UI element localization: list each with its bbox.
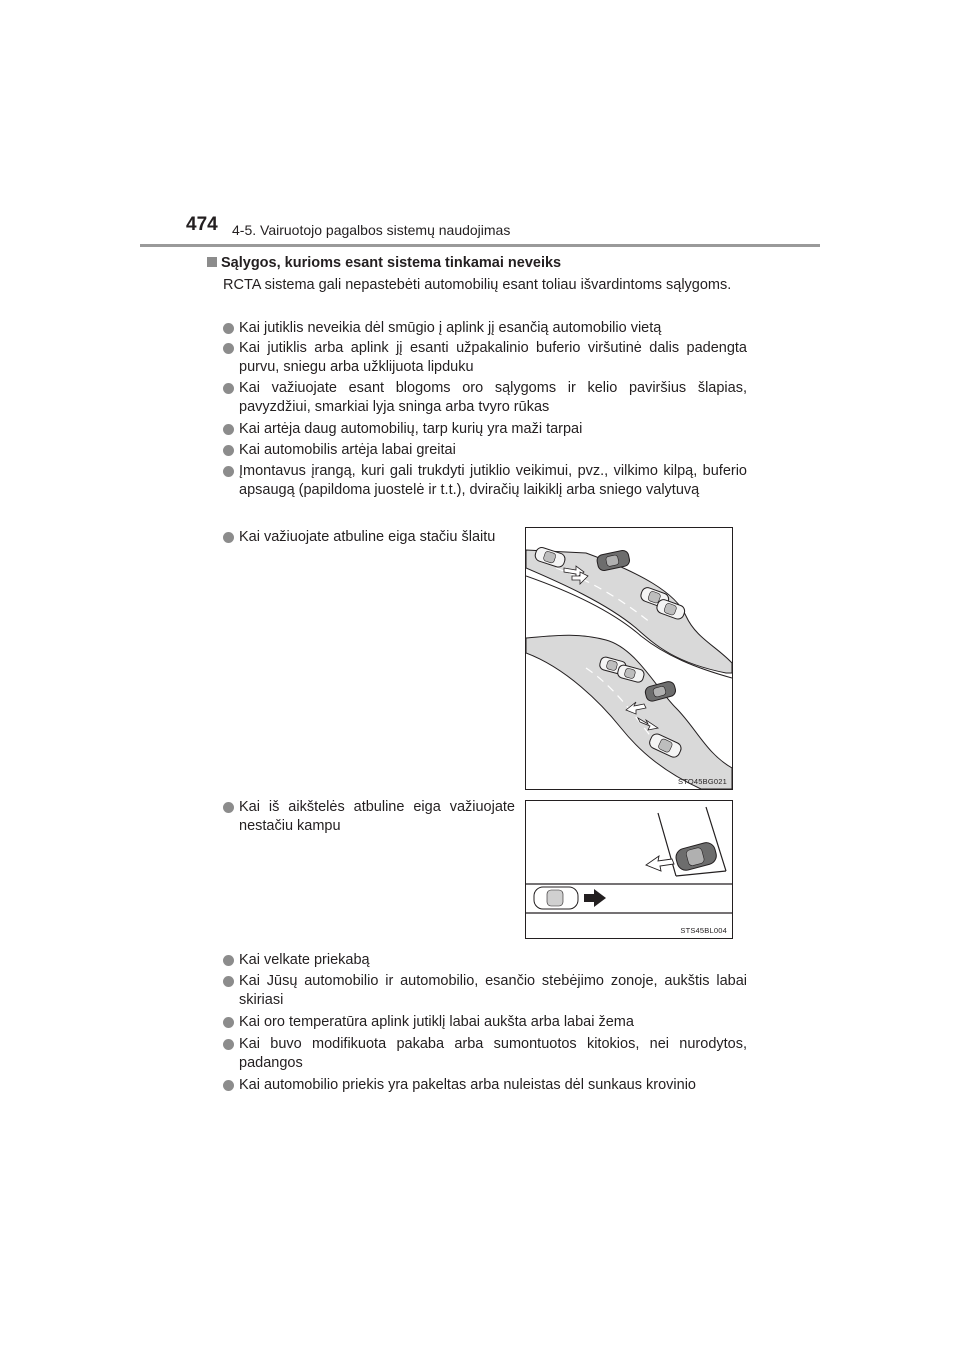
list-item bbox=[223, 1076, 747, 1095]
arrow-right-icon bbox=[584, 889, 606, 907]
section-heading bbox=[207, 255, 561, 271]
list-item-text: Kai Jūsų automobilio ir automobilio, esančio stebėjimo zonoje, aukštis labai skiriasi bbox=[239, 973, 747, 1008]
chapter-title: 4-5. Vairuotojo pagalbos sistemų naudojimas bbox=[232, 222, 511, 238]
car-icon bbox=[534, 887, 578, 909]
slope-drawing bbox=[526, 528, 732, 789]
bullet-dot-icon bbox=[223, 976, 234, 987]
header-rule bbox=[140, 244, 820, 247]
list-item bbox=[223, 528, 515, 547]
parking-drawing bbox=[526, 801, 732, 938]
list-item bbox=[223, 420, 747, 439]
car-icon bbox=[596, 549, 631, 571]
list-item bbox=[223, 1035, 747, 1073]
bullet-dot-icon bbox=[223, 802, 234, 813]
intro-paragraph: RCTA sistema gali nepastebėti automobilių esant toliau išvardintoms sąlygoms. bbox=[223, 277, 732, 293]
bullet-dot-icon bbox=[223, 1039, 234, 1050]
list-item-text: Kai buvo modifikuota pakaba arba sumontuotos kitokios, nei nurodytos, padangos bbox=[239, 1036, 747, 1071]
arrow-left-icon bbox=[646, 856, 674, 871]
list-item bbox=[223, 798, 515, 836]
list-item bbox=[223, 972, 747, 1010]
list-item bbox=[223, 441, 747, 460]
parking-line bbox=[676, 871, 726, 876]
list-item bbox=[223, 951, 747, 970]
bullet-dot-icon bbox=[223, 532, 234, 543]
list-item-text: Kai automobilis artėja labai greitai bbox=[239, 442, 456, 458]
list-item-text: Kai važiuojate atbuline eiga stačiu šlaitu bbox=[239, 529, 496, 545]
list-item-text: Kai oro temperatūra aplink jutiklį labai aukšta arba labai žema bbox=[239, 1014, 634, 1030]
car-icon bbox=[674, 841, 718, 873]
bullet-dot-icon bbox=[223, 955, 234, 966]
section-heading-text: Sąlygos, kurioms esant sistema tinkamai neveiks bbox=[221, 255, 562, 271]
bullet-dot-icon bbox=[223, 1017, 234, 1028]
list-item-text: Kai jutiklis neveikia dėl smūgio į aplink jį esančią automobilio vietą bbox=[239, 320, 662, 336]
parking-line bbox=[658, 813, 676, 876]
figure-code: STO45BG021 bbox=[678, 777, 727, 786]
list-item-text: Kai automobilio priekis yra pakeltas arba nuleistas dėl sunkaus krovinio bbox=[239, 1077, 696, 1093]
bullet-dot-icon bbox=[223, 323, 234, 334]
list-item bbox=[223, 319, 747, 338]
list-item-text: Kai artėja daug automobilių, tarp kurių yra maži tarpai bbox=[239, 421, 583, 437]
page-number: 474 bbox=[186, 214, 218, 235]
list-item bbox=[223, 462, 747, 500]
figure-code: STS45BL004 bbox=[680, 926, 727, 935]
bullet-dot-icon bbox=[223, 343, 234, 354]
bullet-dot-icon bbox=[223, 445, 234, 456]
list-item-text: Įmontavus įrangą, kuri gali trukdyti jutiklio veikimui, pvz., vilkimo kilpą, buferio apsaugą (papildoma juostelė ir t.t.), dviračių laikiklį arba sniego valytuvą bbox=[239, 463, 747, 498]
bullet-dot-icon bbox=[223, 424, 234, 435]
list-item-text: Kai velkate priekabą bbox=[239, 952, 370, 968]
bullet-dot-icon bbox=[223, 383, 234, 394]
list-item-text: Kai iš aikštelės atbuline eiga važiuojate nestačiu kampu bbox=[239, 799, 515, 834]
bullet-dot-icon bbox=[223, 1080, 234, 1091]
list-item bbox=[223, 339, 747, 377]
list-item-text: Kai važiuojate esant blogoms oro sąlygoms ir kelio paviršius šlapias, pavyzdžiui, smarkiai lyja sninga arba tvyro rūkas bbox=[239, 380, 747, 415]
slope-illustration bbox=[525, 527, 733, 790]
list-item bbox=[223, 379, 747, 417]
parking-illustration bbox=[525, 800, 733, 939]
square-bullet-icon bbox=[207, 257, 217, 267]
list-item-text: Kai jutiklis arba aplink jį esanti užpakalinio buferio viršutinė dalis padengta purvu, sniegu arba užklijuota lipduku bbox=[239, 340, 747, 375]
list-item bbox=[223, 1013, 747, 1032]
bullet-dot-icon bbox=[223, 466, 234, 477]
